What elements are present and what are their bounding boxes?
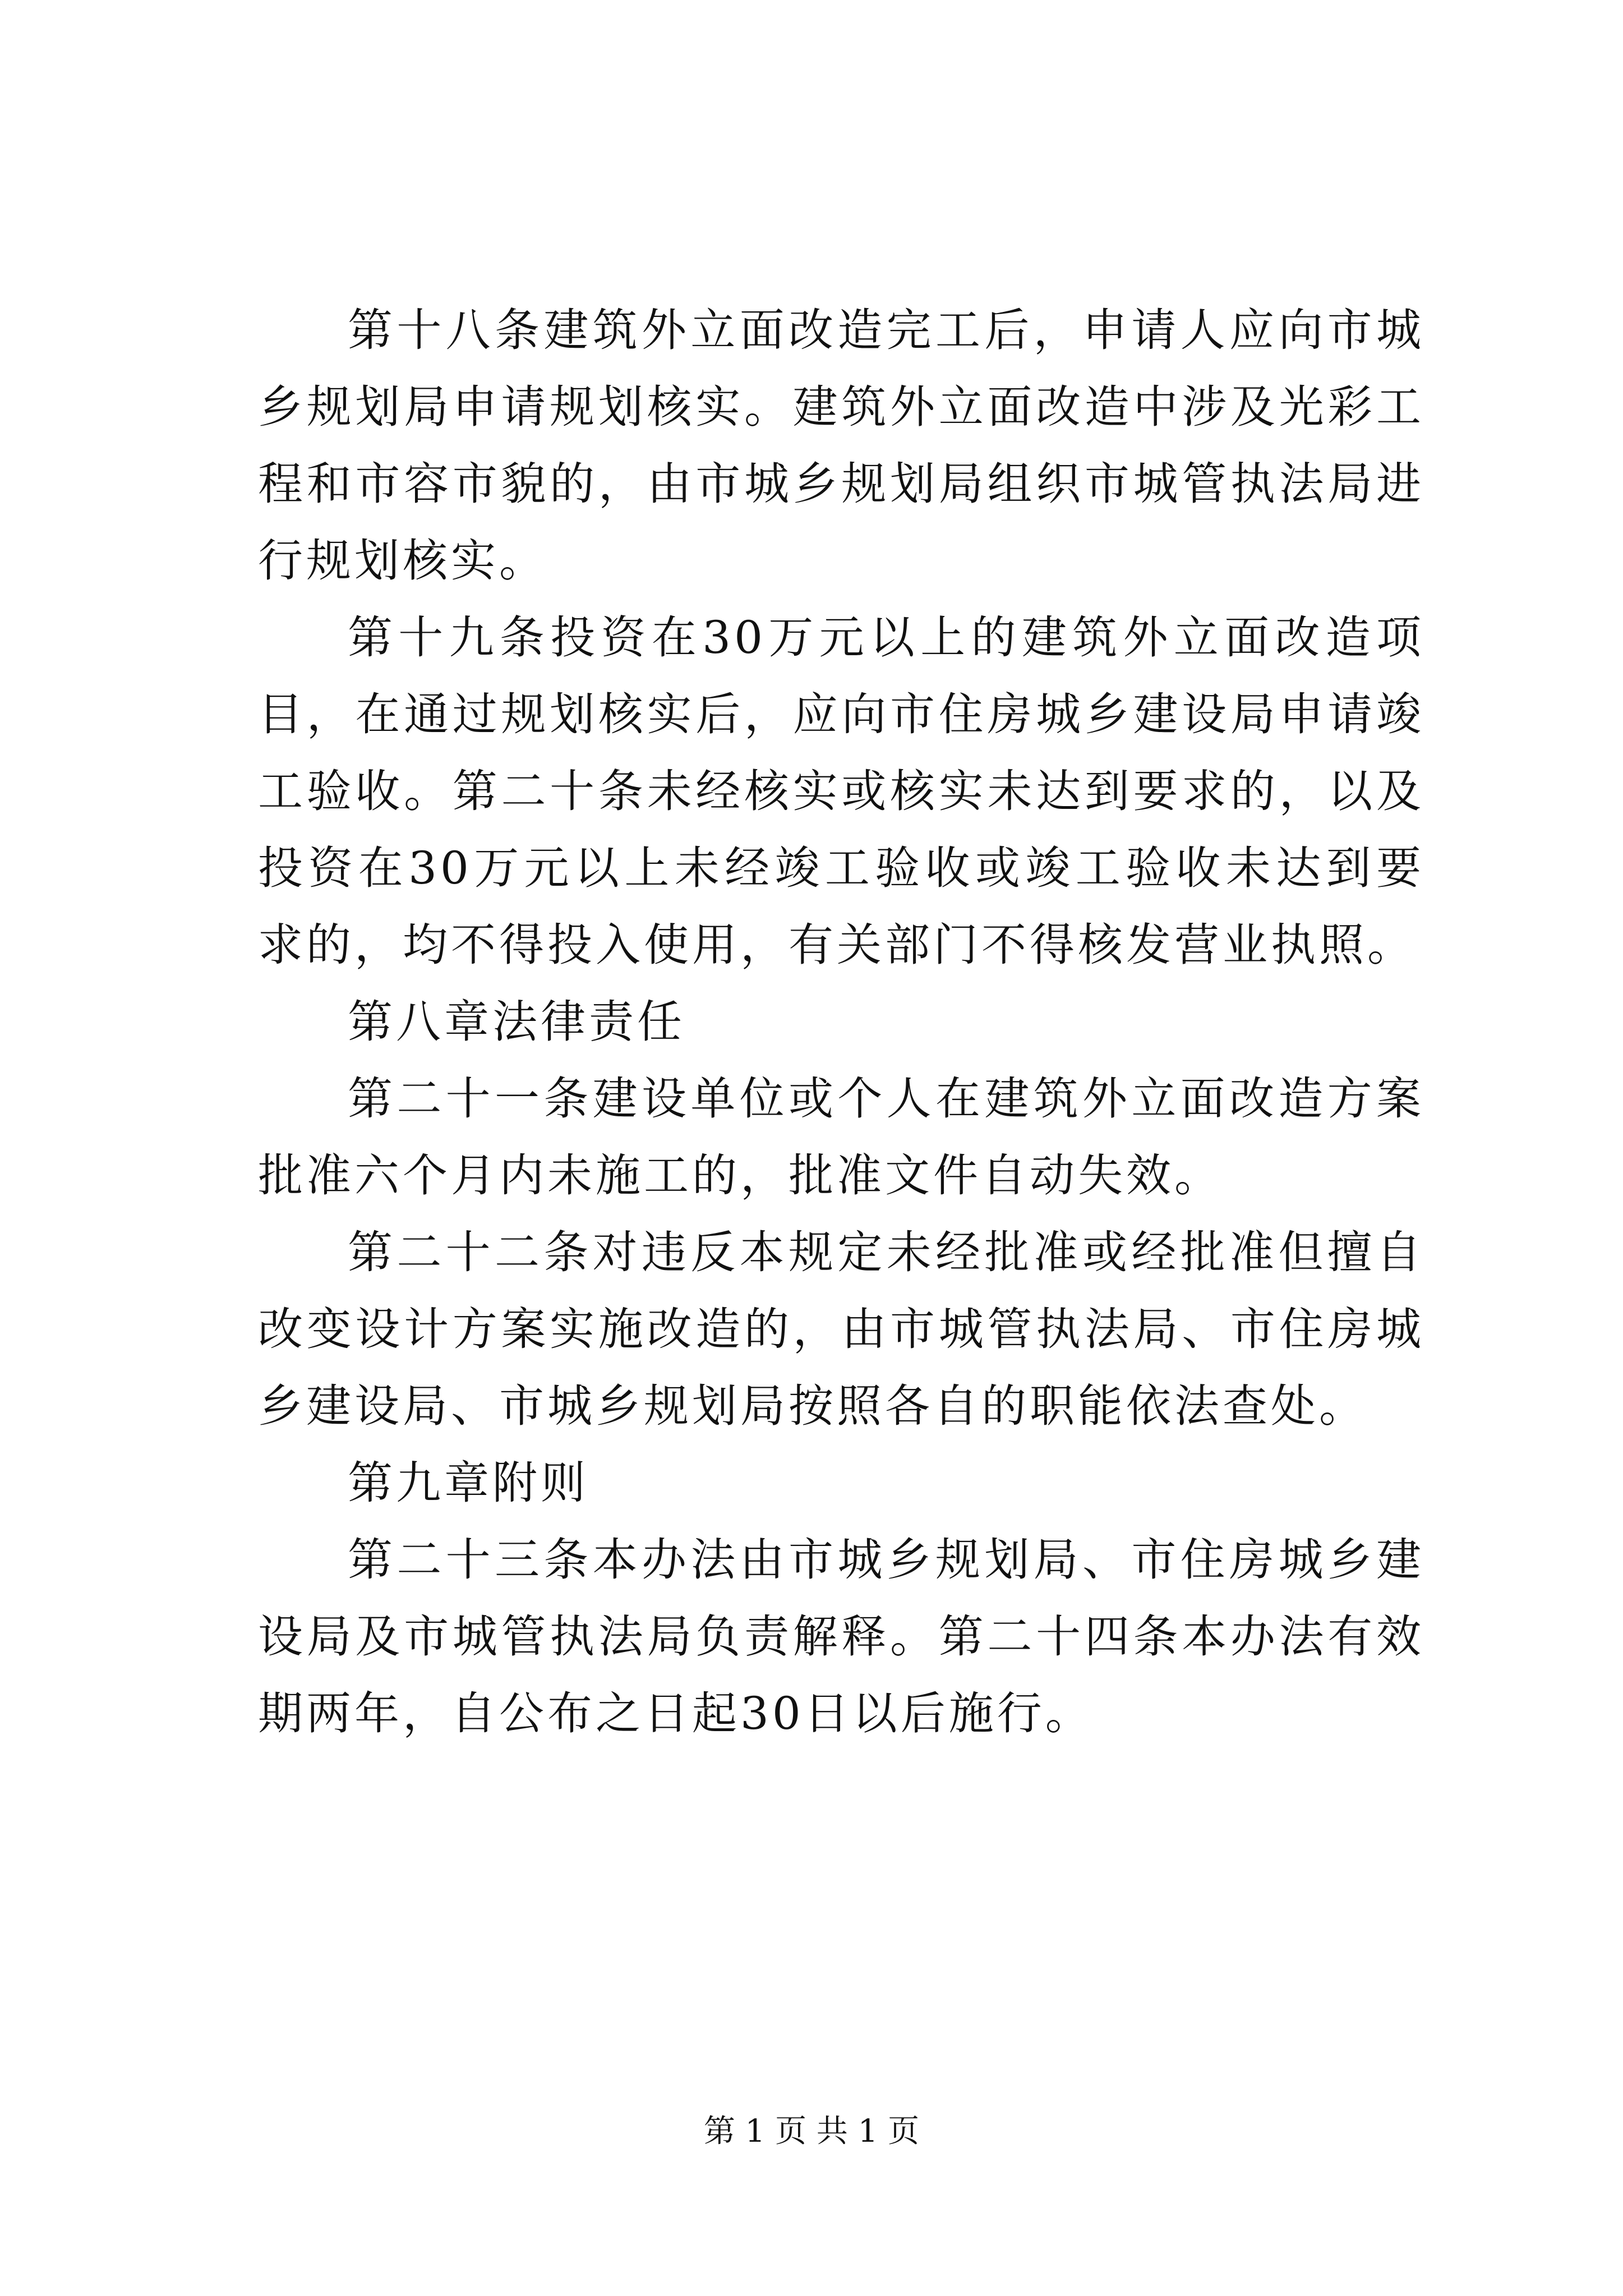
chapter-8-heading: 第八章法律责任 bbox=[348, 996, 685, 1048]
article-19-20-paragraph: 第十九条投资在30万元以上的建筑外立面改造项目，在通过规划核实后，应向市住房城乡建设局申请竣工验收。第二十条未经核实或核实未达到要求的，以及投资在30万元以上未经竣工验收或竣工验收未达到要求的，均不得投入使用，有关部门不得核发营业执照。 bbox=[258, 611, 1424, 971]
article-18-paragraph: 第十八条建筑外立面改造完工后，申请人应向市城乡规划局申请规划核实。建筑外立面改造中涉及光彩工程和市容市貌的，由市城乡规划局组织市城管执法局进行规划核实。 bbox=[258, 304, 1424, 587]
document-body bbox=[258, 292, 1424, 1752]
article-22-paragraph: 第二十二条对违反本规定未经批准或经批准但擅自改变设计方案实施改造的，由市城管执法局、市住房城乡建设局、市城乡规划局按照各自的职能依法查处。 bbox=[258, 1226, 1424, 1432]
chapter-9-heading: 第九章附则 bbox=[348, 1457, 589, 1509]
page-number-footer: 第 1 页 共 1 页 bbox=[703, 2113, 920, 2150]
article-23-24-paragraph: 第二十三条本办法由市城乡规划局、市住房城乡建设局及市城管执法局负责解释。第二十四条本办法有效期两年，自公布之日起30日以后施行。 bbox=[258, 1534, 1424, 1740]
article-21-paragraph: 第二十一条建设单位或个人在建筑外立面改造方案批准六个月内未施工的，批准文件自动失效。 bbox=[258, 1073, 1424, 1202]
